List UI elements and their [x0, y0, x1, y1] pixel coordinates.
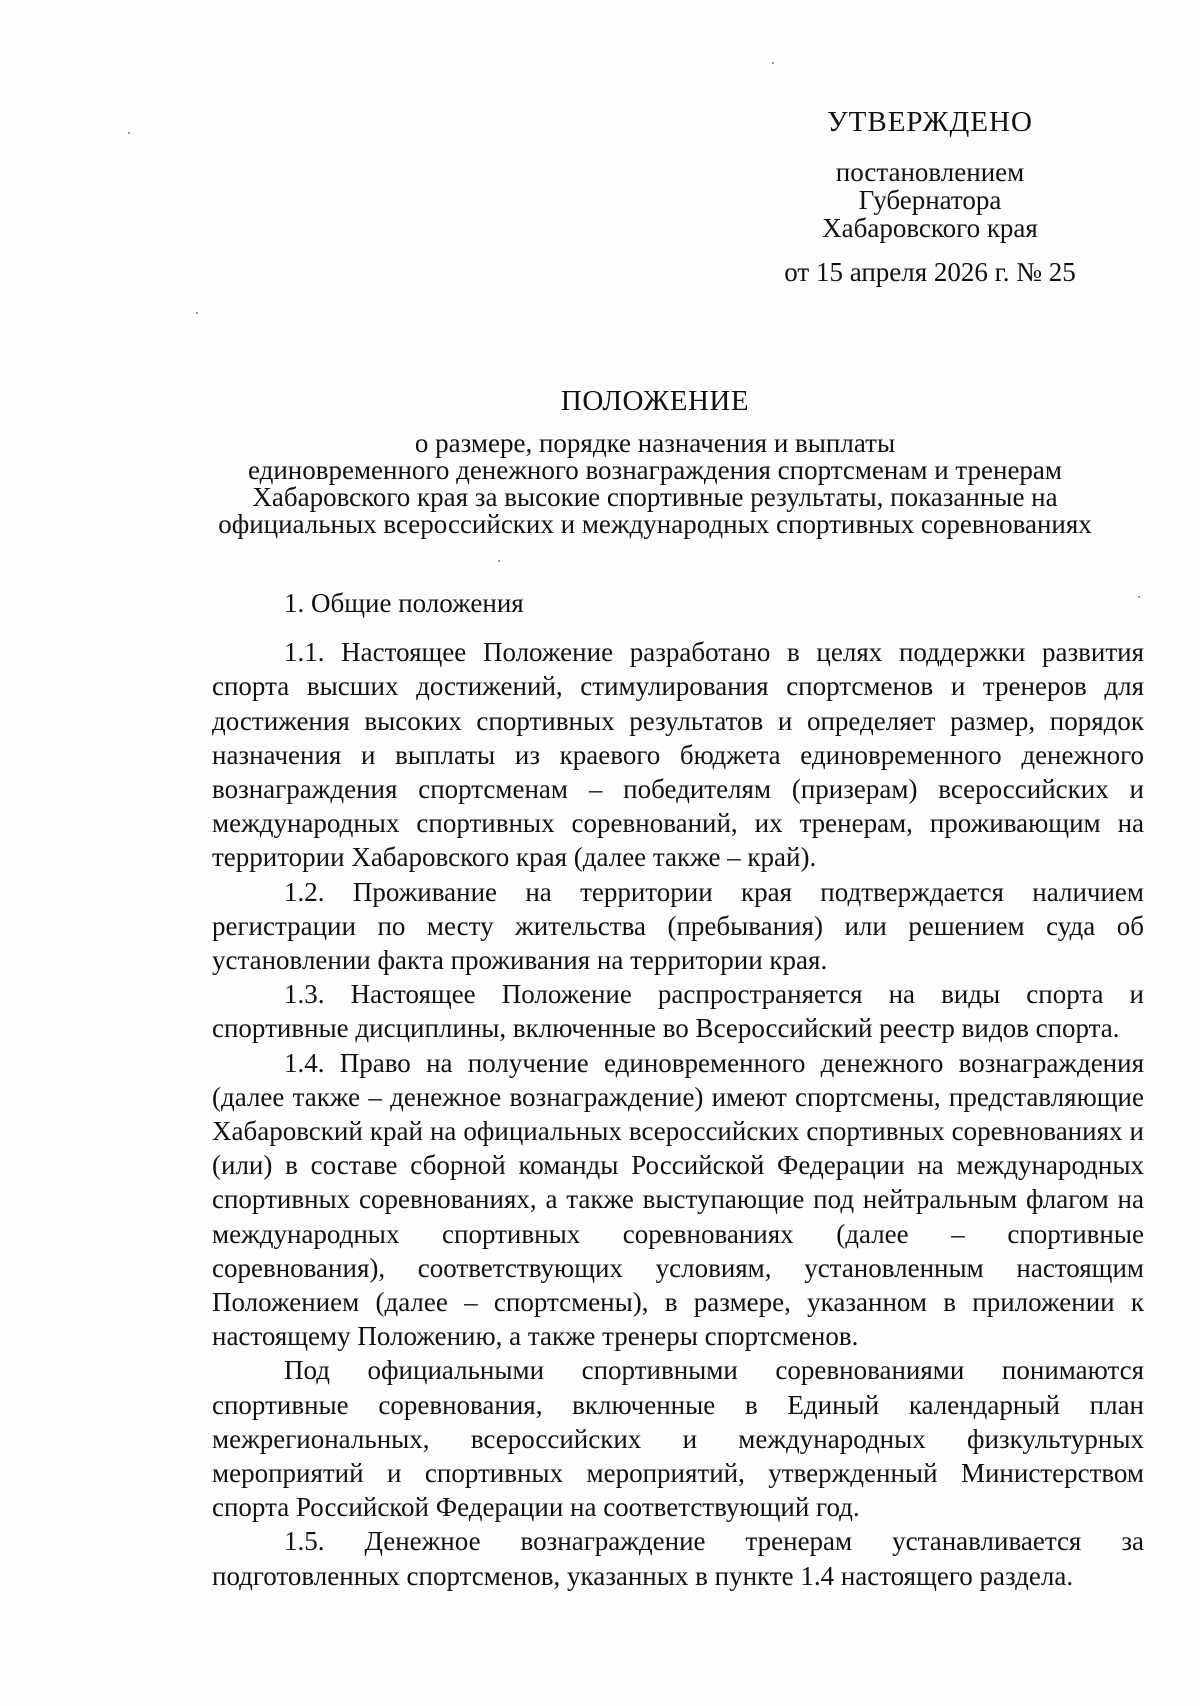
- document-subtitle-line: единовременного денежного вознаграждения спортсменам и тренерам: [247, 455, 1063, 485]
- document-title: ПОЛОЖЕНИЕ: [560, 385, 750, 417]
- paragraph-official-competitions: Под официальными спортивными соревнованиями понимаются спортивные соревнования, включенные в Единый календарный план межрегиональных, всероссийских и международных физкультурных мероприятий и спортивных мероприятий, утвержденный Министерством спорта Российской Федерации на соответствующий год.: [212, 1355, 1144, 1523]
- approval-stamp: [760, 108, 1100, 286]
- scan-speck: [128, 132, 130, 134]
- paragraph-1-2: 1.2. Проживание на территории края подтверждается наличием регистрации по месту жительства (пребывания) или решением суда об установлении факта проживания на территории края.: [212, 876, 1144, 976]
- approval-line: постановлением: [835, 157, 1025, 187]
- document-body: [212, 586, 1144, 1593]
- document-subtitle-line: официальных всероссийских и международных спортивных соревнованиях: [218, 509, 1092, 539]
- scan-speck: [772, 62, 774, 64]
- approval-line: Хабаровского края: [822, 213, 1038, 243]
- approval-title: УТВЕРЖДЕНО: [827, 106, 1033, 138]
- section-heading: 1. Общие положения: [284, 588, 524, 618]
- scan-speck: [1138, 596, 1140, 598]
- paragraph-1-1: 1.1. Настоящее Положение разработано в целях поддержки развития спорта высших достижений, стимулирования спортсменов и тренеров для достижения высоких спортивных результатов и определяет размер, порядок назначения и выплаты из краевого бюджета единовременного денежного вознаграждения спортсменам – победителям (призерам) всероссийских и международных спортивных соревнований, их тренерам, проживающим на территории Хабаровского края (далее также – край).: [212, 637, 1144, 873]
- scan-speck: [498, 560, 500, 562]
- paragraph-1-4: 1.4. Право на получение единовременного денежного вознаграждения (далее также – денежное вознаграждение) имеют спортсмены, представляющие Хабаровский край на официальных всероссийских спортивных соревнованиях и (или) в составе сборной команды Российской Федерации на международных спортивных соревнованиях, а также выступающие под нейтральным флагом на международных спортивных соревнованиях (далее – спортивные соревнования), соответствующих условиям, установленным настоящим Положением (далее – спортсмены), в размере, указанном в приложении к настоящему Положению, а также тренеры спортсменов.: [212, 1047, 1144, 1352]
- paragraph-1-5: 1.5. Денежное вознаграждение тренерам устанавливается за подготовленных спортсменов, указанных в пункте 1.4 настоящего раздела.: [212, 1526, 1144, 1591]
- document-subtitle-line: Хабаровского края за высокие спортивные результаты, показанные на: [252, 482, 1058, 512]
- paragraph-1-3: 1.3. Настоящее Положение распространяется на виды спорта и спортивные дисциплины, включенные во Всероссийский реестр видов спорта.: [212, 979, 1144, 1044]
- approval-date: от 15 апреля 2026 г. № 25: [784, 257, 1076, 287]
- scan-speck: [196, 312, 198, 314]
- document-subtitle-line: о размере, порядке назначения и выплаты: [414, 428, 896, 458]
- document-title-block: [180, 385, 1130, 539]
- approval-line: Губернатора: [858, 185, 1002, 215]
